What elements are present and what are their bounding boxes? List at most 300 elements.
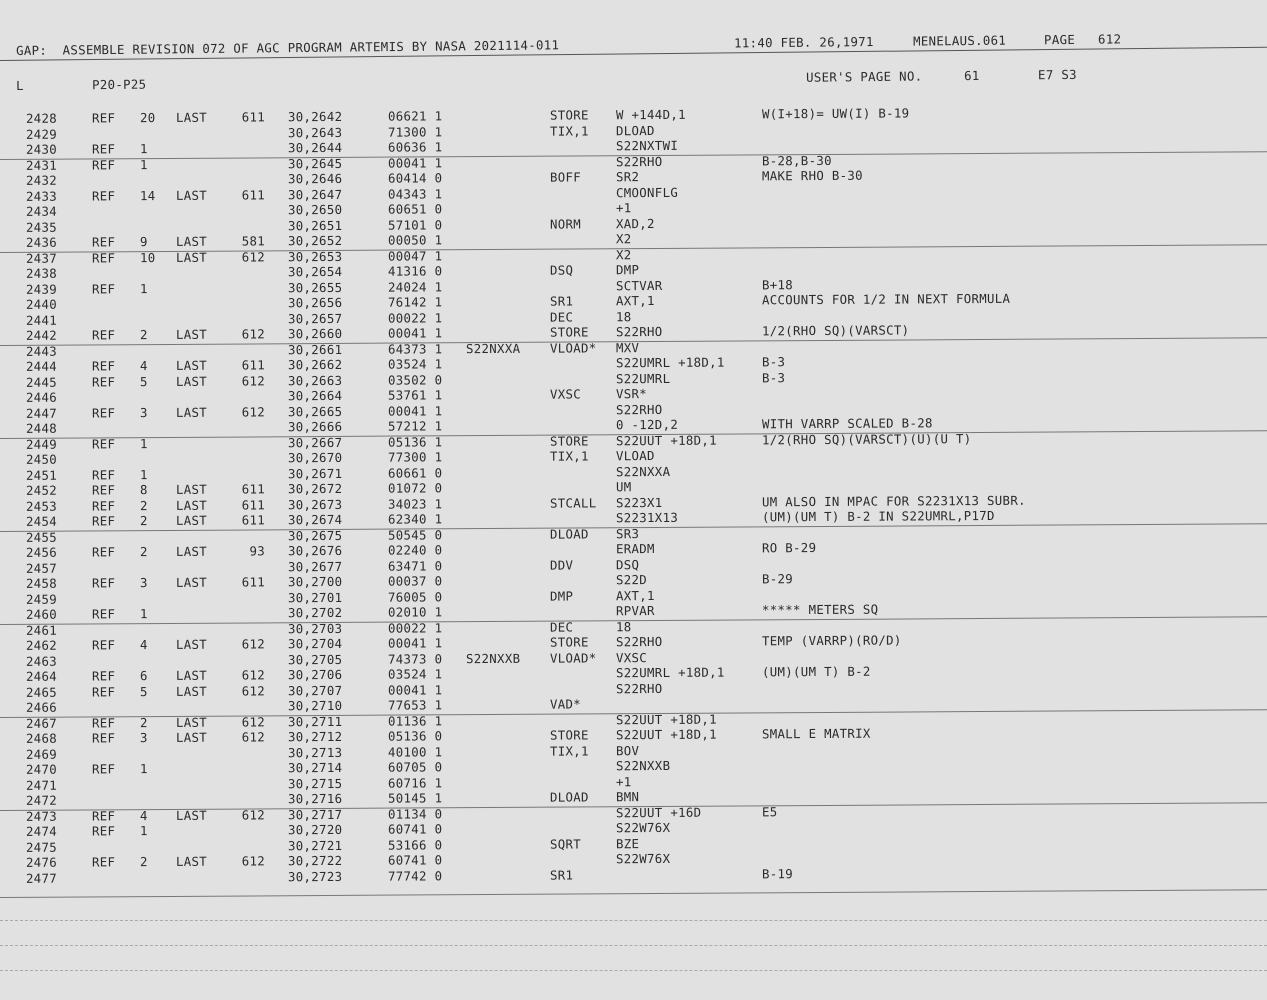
address: 30,2704 — [287, 635, 343, 652]
operand: S22W76X — [615, 819, 671, 836]
operand: S22UMRL +18D,1 — [615, 664, 725, 681]
last-page: 611 — [241, 481, 266, 497]
users-page-number: 61 — [963, 67, 980, 84]
last-marker: LAST — [175, 807, 208, 823]
operand: +1 — [615, 200, 632, 216]
ref-marker: REF — [91, 823, 116, 839]
octal-word: 50145 1 — [387, 790, 443, 806]
address: 30,2702 — [287, 604, 343, 621]
line-number: 2445 — [25, 374, 58, 390]
ref-count: 4 — [139, 358, 148, 374]
operand: S22NXXB — [615, 757, 671, 774]
ref-count: 1 — [139, 435, 148, 451]
comment: RO B-29 — [761, 540, 817, 556]
line-number: 2436 — [25, 234, 58, 250]
address: 30,2661 — [287, 341, 343, 357]
last-page: 612 — [241, 403, 266, 420]
opcode: STORE — [549, 727, 589, 743]
opcode: DEC — [549, 618, 574, 635]
ref-count: 1 — [139, 141, 148, 157]
address: 30,2643 — [287, 124, 343, 140]
address: 30,2644 — [287, 139, 343, 156]
ref-marker: REF — [91, 761, 116, 777]
address: 30,2710 — [287, 697, 343, 714]
octal-word: 02010 1 — [387, 604, 443, 620]
last-page: 93 — [249, 543, 266, 559]
operand: SR3 — [615, 525, 640, 541]
octal-word: 53761 1 — [387, 387, 443, 403]
octal-word: 00037 0 — [387, 573, 443, 589]
operand: RPVAR — [615, 603, 655, 619]
last-marker: LAST — [175, 373, 208, 389]
last-page: 611 — [241, 574, 266, 590]
address: 30,2654 — [287, 263, 343, 280]
address: 30,2652 — [287, 232, 343, 249]
line-number: 2438 — [25, 265, 58, 281]
ref-count: 4 — [139, 807, 148, 823]
opcode: SR1 — [549, 293, 574, 309]
operand: SR2 — [615, 169, 640, 185]
octal-word: 60661 0 — [387, 464, 443, 481]
address: 30,2721 — [287, 837, 343, 853]
ref-marker: REF — [91, 280, 116, 296]
opcode: STORE — [549, 107, 589, 123]
last-marker: LAST — [175, 512, 208, 528]
line-number: 2461 — [25, 622, 58, 638]
ref-count: 8 — [139, 482, 148, 498]
line-number: 2434 — [25, 203, 58, 219]
octal-word: 60741 0 — [387, 852, 443, 868]
ref-count: 10 — [139, 249, 156, 265]
octal-word: 76142 1 — [387, 294, 443, 310]
comment: B-3 — [761, 369, 786, 385]
last-page: 612 — [241, 372, 266, 389]
line-number: 2475 — [25, 839, 58, 855]
address: 30,2663 — [287, 372, 343, 388]
address: 30,2675 — [287, 527, 343, 543]
last-marker: LAST — [175, 249, 208, 265]
octal-word: 01136 1 — [387, 712, 443, 729]
ref-marker: REF — [91, 156, 116, 172]
octal-word: 77653 1 — [387, 697, 443, 713]
octal-word: 00047 1 — [387, 247, 443, 264]
line-number: 2447 — [25, 405, 58, 421]
octal-word: 03524 1 — [387, 666, 443, 682]
ref-marker: REF — [91, 497, 116, 513]
comment: W(I+18)= UW(I) B-19 — [761, 105, 910, 122]
address: 30,2715 — [287, 775, 343, 791]
line-number: 2431 — [25, 157, 58, 173]
ref-marker: REF — [91, 373, 116, 389]
ref-marker: REF — [91, 575, 116, 591]
last-page: 611 — [241, 186, 266, 203]
header-user: MENELAUS.061 — [912, 32, 1007, 49]
address: 30,2646 — [287, 170, 343, 187]
comment: (UM)(UM T) B-2 IN S22UMRL,P17D — [761, 507, 995, 525]
header-page-number: 612 — [1097, 31, 1122, 47]
operand: S223X1 — [615, 494, 663, 510]
octal-word: 41316 0 — [387, 263, 443, 279]
ref-marker: REF — [91, 637, 116, 653]
address: 30,2645 — [287, 155, 343, 171]
ref-count: 3 — [139, 404, 148, 420]
ref-marker: REF — [91, 466, 116, 482]
section-name: P20-P25 — [91, 76, 147, 93]
operand: S22UUT +18D,1 — [615, 711, 717, 727]
address: 30,2651 — [287, 217, 343, 233]
ref-count: 2 — [139, 854, 148, 870]
opcode: DDV — [549, 556, 574, 573]
operand: VXSC — [615, 649, 648, 665]
ref-count: 14 — [139, 187, 156, 203]
operand: UM — [615, 479, 632, 495]
address: 30,2657 — [287, 310, 343, 326]
operand: +1 — [615, 773, 632, 789]
ref-marker: REF — [91, 807, 116, 823]
operand: S22UMRL — [615, 370, 671, 386]
last-page: 581 — [241, 233, 266, 249]
ref-count: 9 — [139, 234, 148, 250]
octal-word: 60651 0 — [387, 201, 443, 217]
octal-word: 71300 1 — [387, 123, 443, 140]
line-number: 2455 — [25, 529, 58, 545]
octal-word: 00022 1 — [387, 619, 443, 636]
address: 30,2677 — [287, 558, 343, 574]
blank-form-rule — [0, 970, 1267, 971]
address: 30,2713 — [287, 744, 343, 760]
ref-count: 20 — [139, 110, 156, 126]
octal-word: 60414 0 — [387, 170, 443, 186]
header-title: GAP: ASSEMBLE REVISION 072 OF AGC PROGRAM ARTEMIS BY NASA 2021114-011 — [15, 37, 560, 58]
opcode: BOFF — [549, 169, 582, 185]
ref-count: 1 — [139, 280, 148, 296]
operand: S2231X13 — [615, 509, 679, 526]
address: 30,2647 — [287, 186, 343, 202]
octal-word: 01072 0 — [387, 480, 443, 496]
octal-word: 03524 1 — [387, 356, 443, 372]
ref-count: 2 — [139, 497, 148, 513]
octal-word: 63471 0 — [387, 557, 443, 574]
ref-count: 2 — [139, 327, 148, 343]
operand: SCTVAR — [615, 277, 663, 293]
octal-word: 60636 1 — [387, 139, 443, 155]
octal-word: 00041 1 — [387, 402, 443, 419]
comment: ***** METERS SQ — [761, 601, 879, 618]
last-marker: LAST — [175, 109, 208, 125]
octal-word: 57101 0 — [387, 216, 443, 233]
address: 30,2665 — [287, 403, 343, 419]
address: 30,2674 — [287, 511, 343, 528]
octal-word: 02240 0 — [387, 542, 443, 558]
operand: S22RHO — [615, 323, 663, 340]
address: 30,2711 — [287, 713, 343, 729]
octal-word: 00041 1 — [387, 635, 443, 651]
address: 30,2720 — [287, 821, 343, 838]
line-number: 2433 — [25, 188, 58, 204]
ref-marker: REF — [91, 327, 116, 343]
operand: VSR* — [615, 386, 648, 402]
operand: S22RHO — [615, 633, 663, 650]
octal-word: 04343 1 — [387, 185, 443, 202]
last-page: 612 — [241, 729, 266, 745]
operand: S22RHO — [615, 153, 663, 169]
line-number: 2432 — [25, 172, 58, 188]
octal-word: 77300 1 — [387, 449, 443, 465]
operand: BOV — [615, 742, 640, 758]
line-number: 2457 — [25, 560, 58, 576]
last-marker: LAST — [175, 543, 208, 559]
opcode: TIX,1 — [549, 122, 589, 139]
ref-marker: REF — [91, 513, 116, 529]
line-number: 2463 — [25, 653, 58, 669]
last-marker: LAST — [175, 404, 208, 420]
ref-count: 3 — [139, 730, 148, 746]
octal-word: 05136 0 — [387, 728, 443, 744]
comment: B-29 — [761, 571, 794, 587]
operand: CMOONFLG — [615, 184, 679, 200]
operand: S22UUT +18D,1 — [615, 432, 717, 448]
ref-marker: REF — [91, 234, 116, 250]
line-number: 2454 — [25, 513, 58, 529]
line-number: 2470 — [25, 761, 58, 777]
line-number: 2444 — [25, 358, 58, 374]
operand: AXT,1 — [615, 587, 655, 603]
operand: DMP — [615, 262, 640, 278]
octal-word: 24024 1 — [387, 278, 443, 295]
line-number: 2428 — [25, 110, 58, 126]
line-number: 2474 — [25, 823, 58, 839]
line-number: 2435 — [25, 219, 58, 235]
header-page-label: PAGE — [1043, 31, 1076, 48]
operand: W +144D,1 — [615, 106, 686, 123]
address: 30,2703 — [287, 620, 343, 636]
octal-word: 50545 0 — [387, 526, 443, 543]
line-number: 2464 — [25, 668, 58, 684]
ref-marker: REF — [91, 435, 116, 451]
address: 30,2671 — [287, 465, 343, 481]
line-number: 2437 — [25, 250, 58, 266]
last-page: 612 — [241, 682, 266, 699]
operand: 18 — [615, 308, 632, 324]
comment: MAKE RHO B-30 — [761, 167, 863, 184]
ref-count: 1 — [139, 156, 148, 172]
users-page-label: USER'S PAGE NO. — [805, 68, 923, 85]
opcode: VAD* — [549, 696, 582, 712]
opcode: STORE — [549, 634, 589, 650]
last-page: 611 — [241, 109, 266, 125]
last-marker: LAST — [175, 714, 208, 730]
ref-count: 2 — [139, 714, 148, 730]
octal-word: 00041 1 — [387, 325, 443, 341]
last-page: 611 — [241, 357, 266, 373]
last-marker: LAST — [175, 233, 208, 249]
octal-word: 00050 1 — [387, 232, 443, 248]
ref-count: 1 — [139, 823, 148, 839]
address: 30,2672 — [287, 480, 343, 497]
last-page: 612 — [241, 636, 266, 652]
opcode: STORE — [549, 432, 589, 449]
address: 30,2676 — [287, 542, 343, 559]
last-marker: LAST — [175, 326, 208, 342]
address: 30,2666 — [287, 418, 343, 435]
operand: VLOAD — [615, 448, 655, 464]
last-page: 612 — [241, 853, 266, 869]
ref-count: 5 — [139, 373, 148, 389]
ref-marker: REF — [91, 249, 116, 265]
last-page: 612 — [241, 248, 266, 265]
line-number: 2466 — [25, 699, 58, 715]
line-number: 2458 — [25, 575, 58, 591]
address: 30,2716 — [287, 790, 343, 807]
ref-marker: REF — [91, 141, 116, 157]
last-page: 612 — [241, 713, 266, 730]
line-number: 2446 — [25, 389, 58, 405]
line-number: 2448 — [25, 420, 58, 436]
last-marker: LAST — [175, 729, 208, 745]
ref-marker: REF — [91, 683, 116, 699]
line-number: 2459 — [25, 591, 58, 607]
address: 30,2656 — [287, 294, 343, 311]
comment: B-3 — [761, 354, 786, 370]
operand: S22RHO — [615, 680, 663, 696]
line-number: 2439 — [25, 281, 58, 297]
line-number: 2471 — [25, 777, 58, 793]
operand: X2 — [615, 231, 632, 247]
opcode: TIX,1 — [549, 742, 589, 759]
operand: ERADM — [615, 541, 655, 557]
ref-marker: REF — [91, 730, 116, 746]
ref-marker: REF — [91, 358, 116, 374]
operand: X2 — [615, 246, 632, 262]
address: 30,2705 — [287, 651, 343, 667]
address: 30,2700 — [287, 573, 343, 590]
address: 30,2701 — [287, 589, 343, 605]
address: 30,2642 — [287, 108, 343, 125]
line-number: 2452 — [25, 482, 58, 498]
ref-count: 6 — [139, 668, 148, 684]
line-number: 2460 — [25, 606, 58, 622]
octal-word: 64373 1 — [387, 340, 443, 357]
line-number: 2467 — [25, 715, 58, 731]
opcode: SQRT — [549, 835, 582, 852]
opcode: DLOAD — [549, 789, 589, 805]
address: 30,2670 — [287, 449, 343, 466]
ref-count: 5 — [139, 683, 148, 699]
last-page: 611 — [241, 496, 266, 513]
line-number: 2440 — [25, 296, 58, 312]
address: 30,2673 — [287, 496, 343, 512]
last-marker: LAST — [175, 357, 208, 373]
last-page: 611 — [241, 512, 266, 528]
ref-count: 1 — [139, 606, 148, 622]
line-number: 2449 — [25, 436, 58, 452]
opcode: DLOAD — [549, 525, 589, 542]
line-number: 2476 — [25, 854, 58, 870]
opcode: STORE — [549, 324, 589, 340]
operand: S22W76X — [615, 850, 671, 867]
opcode: VLOAD* — [549, 649, 597, 666]
address: 30,2662 — [287, 356, 343, 373]
address: 30,2714 — [287, 759, 343, 776]
comment: E5 — [761, 803, 778, 819]
operand: S22UMRL +18D,1 — [615, 354, 725, 371]
octal-word: 77742 0 — [387, 867, 443, 884]
ref-marker: REF — [91, 482, 116, 498]
octal-word: 34023 1 — [387, 495, 443, 512]
operand: AXT,1 — [615, 293, 655, 309]
comment: TEMP (VARRP)(RO/D) — [761, 632, 902, 649]
address: 30,2650 — [287, 201, 343, 218]
operand: S22RHO — [615, 401, 663, 417]
ref-count: 3 — [139, 575, 148, 591]
ref-marker: REF — [91, 404, 116, 420]
line-number: 2430 — [25, 141, 58, 157]
comment: B-19 — [761, 865, 794, 881]
last-marker: LAST — [175, 574, 208, 590]
last-marker: LAST — [175, 683, 208, 699]
line-number: 2453 — [25, 498, 58, 514]
last-marker: LAST — [175, 187, 208, 203]
line-number: 2442 — [25, 327, 58, 343]
operand: MXV — [615, 339, 640, 355]
opcode: VXSC — [549, 386, 582, 402]
comment: (UM)(UM T) B-2 — [761, 663, 871, 680]
opcode: NORM — [549, 215, 582, 232]
octal-word: 00041 1 — [387, 154, 443, 171]
form-rule — [0, 889, 1267, 898]
last-marker: LAST — [175, 636, 208, 652]
line-number: 2451 — [25, 467, 58, 483]
octal-word: 60705 0 — [387, 759, 443, 775]
line-number: 2473 — [25, 808, 58, 824]
octal-word: 05136 1 — [387, 433, 443, 450]
ref-count: 2 — [139, 513, 148, 529]
last-page: 612 — [241, 326, 266, 342]
opcode: VLOAD* — [549, 339, 597, 356]
operand: DSQ — [615, 556, 640, 572]
ref-marker: REF — [91, 110, 116, 126]
line-number: 2443 — [25, 343, 58, 359]
last-page: 612 — [241, 806, 266, 823]
octal-word: 57212 1 — [387, 418, 443, 434]
opcode: DEC — [549, 308, 574, 325]
operand: S22UUT +16D — [615, 804, 702, 820]
octal-word: 00041 1 — [387, 681, 443, 698]
line-number: 2462 — [25, 637, 58, 653]
address: 30,2707 — [287, 682, 343, 698]
address: 30,2667 — [287, 434, 343, 450]
blank-form-rule — [0, 920, 1267, 921]
opcode: DSQ — [549, 262, 574, 278]
line-number: 2477 — [25, 870, 58, 886]
ref-count: 4 — [139, 637, 148, 653]
octal-word: 00022 1 — [387, 309, 443, 326]
octal-word: 62340 1 — [387, 511, 443, 527]
ref-marker: REF — [91, 544, 116, 560]
comment: 1/2(RHO SQ)(VARSCT) — [761, 322, 910, 339]
address: 30,2664 — [287, 387, 343, 404]
address: 30,2723 — [287, 868, 343, 884]
comment: B+18 — [761, 276, 794, 292]
operand: BZE — [615, 835, 640, 851]
symbol-label: S22NXXB — [465, 650, 521, 666]
symbol-label: S22NXXA — [465, 340, 521, 356]
last-marker: LAST — [175, 853, 208, 869]
address: 30,2660 — [287, 325, 343, 342]
header-time: 11:40 FEB. 26,1971 — [733, 34, 874, 51]
octal-word: 03502 0 — [387, 371, 443, 388]
address: 30,2653 — [287, 248, 343, 264]
